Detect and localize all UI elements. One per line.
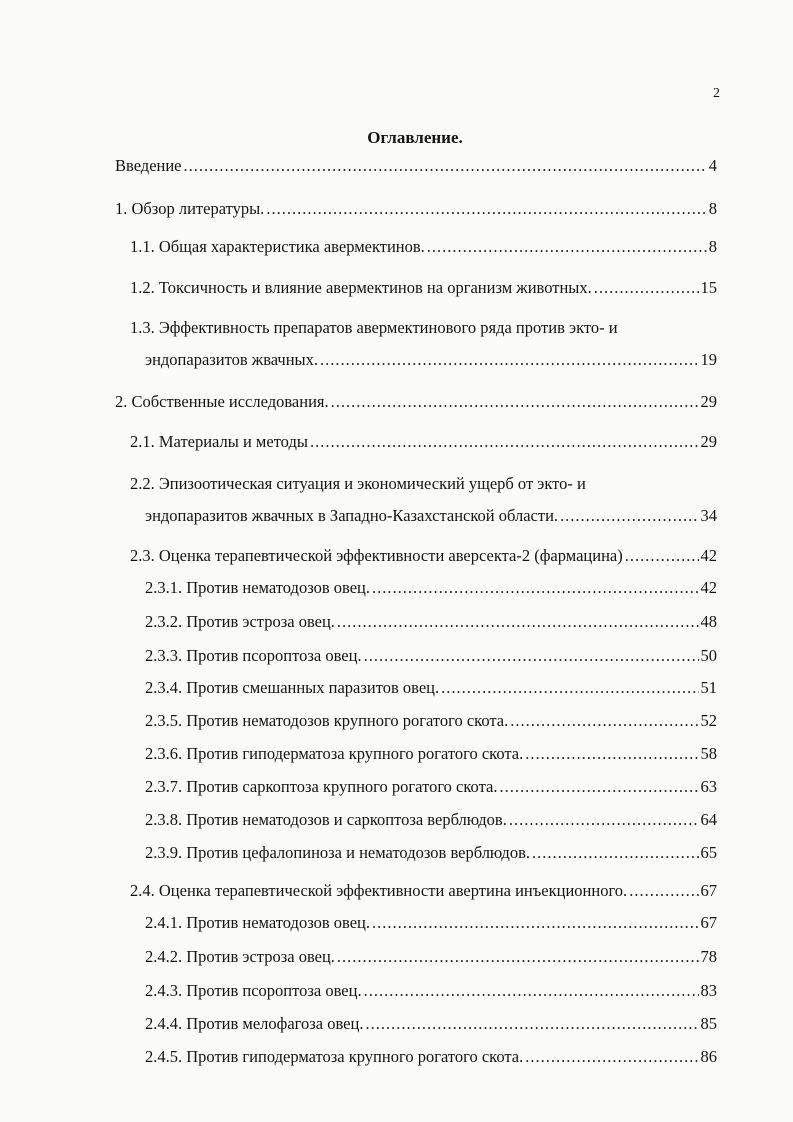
toc-entry-2-3-7[interactable]	[145, 777, 717, 797]
toc-entry-text: 2.4.2. Против эстроза овец.	[145, 947, 335, 966]
toc-entry-2-3[interactable]	[130, 546, 717, 566]
toc-entry-text: 1.3. Эффективность препаратов авермектинового ряда против экто- и	[130, 318, 618, 337]
toc-leader-dots	[337, 947, 699, 967]
toc-entry-2-4-1[interactable]	[145, 913, 717, 933]
toc-entry-text: 2.3.3. Против псороптоза овец.	[145, 646, 362, 665]
toc-entry-page: 29	[700, 392, 717, 411]
toc-entry-1-1[interactable]	[130, 237, 717, 257]
toc-entry-page: 67	[700, 881, 717, 900]
toc-entry-2-1[interactable]	[130, 432, 717, 452]
toc-entry-page: 8	[708, 199, 717, 218]
toc-leader-dots	[525, 744, 698, 764]
toc-leader-dots	[372, 578, 698, 598]
toc-entry-page: 51	[700, 678, 717, 697]
toc-entry-text: 2.4.3. Против псороптоза овец.	[145, 981, 362, 1000]
toc-leader-dots	[331, 392, 699, 412]
toc-entry-2-3-5[interactable]	[145, 711, 717, 731]
toc-entry-2-3-3[interactable]	[145, 646, 717, 666]
toc-entry-2-3-9[interactable]	[145, 843, 717, 863]
toc-entry-2[interactable]	[115, 392, 717, 412]
toc-entry-text: эндопаразитов жвачных.	[145, 350, 319, 369]
toc-leader-dots	[364, 981, 699, 1001]
toc-entry-page: 4	[708, 156, 717, 175]
toc-leader-dots	[532, 843, 699, 863]
toc-entry-page: 19	[700, 350, 717, 369]
toc-entry-1-3-line1[interactable]	[130, 318, 717, 338]
toc-leader-dots	[499, 777, 698, 797]
toc-leader-dots	[525, 1047, 698, 1067]
toc-entry-page: 42	[700, 546, 717, 565]
toc-leader-dots	[509, 810, 699, 830]
toc-entry-page: 64	[700, 810, 717, 829]
toc-entry-page: 78	[700, 947, 717, 966]
toc-entry-page: 83	[700, 981, 717, 1000]
toc-entry-text: 2.2. Эпизоотическая ситуация и экономический ущерб от экто- и	[130, 474, 586, 493]
toc-entry-text: 2.4.1. Против нематодозов овец.	[145, 913, 371, 932]
toc-entry-text: 2.4.4. Против мелофагоза овец.	[145, 1014, 364, 1033]
toc-leader-dots	[266, 199, 706, 219]
toc-entry-text: 2.3. Оценка терапевтической эффективности аверсекта-2 (фармацина)	[130, 546, 623, 565]
toc-leader-dots	[625, 546, 699, 566]
toc-entry-text: 2.4. Оценка терапевтической эффективности авертина инъекционного.	[130, 881, 628, 900]
toc-entry-text: 2.3.7. Против саркоптоза крупного рогатого скота.	[145, 777, 498, 796]
toc-entry-2-3-6[interactable]	[145, 744, 717, 764]
toc-entry-page: 15	[700, 278, 717, 297]
toc-entry-2-2-line1[interactable]	[130, 474, 717, 494]
toc-entry-text: 2.3.2. Против эстроза овец.	[145, 612, 335, 631]
toc-entry-1[interactable]	[115, 199, 717, 219]
toc-entry-text: эндопаразитов жвачных в Западно-Казахстанской области.	[145, 506, 559, 525]
toc-entry-page: 52	[700, 711, 717, 730]
toc-entry-text: 2.3.4. Против смешанных паразитов овец.	[145, 678, 440, 697]
toc-entry-2-3-1[interactable]	[145, 578, 717, 598]
toc-entry-2-4-4[interactable]	[145, 1014, 717, 1034]
toc-entry-text: 2.1. Материалы и методы	[130, 432, 308, 451]
toc-entry-page: 58	[700, 744, 717, 763]
toc-entry-1-3-line2[interactable]	[145, 350, 717, 370]
toc-leader-dots	[364, 646, 699, 666]
toc-entry-text: 2.3.6. Против гиподерматоза крупного рогатого скота.	[145, 744, 524, 763]
toc-entry-page: 67	[700, 913, 717, 932]
toc-entry-2-3-2[interactable]	[145, 612, 717, 632]
toc-leader-dots	[310, 432, 699, 452]
toc-entry-2-4-5[interactable]	[145, 1047, 717, 1067]
toc-entry-2-3-8[interactable]	[145, 810, 717, 830]
toc-leader-dots	[320, 350, 698, 370]
toc-entry-text: 2.3.5. Против нематодозов крупного рогатого скота.	[145, 711, 509, 730]
toc-leader-dots	[427, 237, 707, 257]
toc-entry-text: 1. Обзор литературы.	[115, 199, 265, 218]
toc-leader-dots	[184, 156, 707, 176]
toc-leader-dots	[337, 612, 699, 632]
toc-leader-dots	[594, 278, 699, 298]
toc-entry-page: 29	[700, 432, 717, 451]
toc-entry-page: 50	[700, 646, 717, 665]
toc-entry-page: 34	[700, 506, 717, 525]
toc-entry-page: 85	[700, 1014, 717, 1033]
toc-leader-dots	[365, 1014, 698, 1034]
toc-entry-page: 42	[700, 578, 717, 597]
toc-entry-page: 8	[708, 237, 717, 256]
toc-entry-page: 65	[700, 843, 717, 862]
toc-entry-2-3-4[interactable]	[145, 678, 717, 698]
toc-entry-page: 63	[700, 777, 717, 796]
toc-entry-2-2-line2[interactable]	[145, 506, 717, 526]
toc-entry-text: 2. Собственные исследования.	[115, 392, 329, 411]
toc-entry-text: 1.1. Общая характеристика авермектинов.	[130, 237, 425, 256]
page-title: Оглавление.	[367, 128, 463, 147]
toc-entry-text: 2.3.1. Против нематодозов овец.	[145, 578, 371, 597]
toc-leader-dots	[441, 678, 698, 698]
toc-entry-2-4-2[interactable]	[145, 947, 717, 967]
toc-entry-text: 2.3.9. Против цефалопиноза и нематодозов верблюдов.	[145, 843, 530, 862]
toc-leader-dots	[560, 506, 698, 526]
toc-entry-2-4[interactable]	[130, 881, 717, 901]
page-number: 2	[713, 86, 720, 101]
toc-leader-dots	[629, 881, 698, 901]
toc-entry-introduction[interactable]	[115, 156, 717, 176]
toc-entry-1-2[interactable]	[130, 278, 717, 298]
toc-entry-text: 2.4.5. Против гиподерматоза крупного рогатого скота.	[145, 1047, 524, 1066]
toc-entry-text: Введение	[115, 156, 182, 175]
toc-entry-page: 48	[700, 612, 717, 631]
toc-entry-text: 2.3.8. Против нематодозов и саркоптоза верблюдов.	[145, 810, 507, 829]
toc-leader-dots	[372, 913, 698, 933]
toc-entry-page: 86	[700, 1047, 717, 1066]
toc-entry-2-4-3[interactable]	[145, 981, 717, 1001]
toc-entry-text: 1.2. Токсичность и влияние авермектинов на организм животных.	[130, 278, 592, 297]
toc-leader-dots	[510, 711, 698, 731]
